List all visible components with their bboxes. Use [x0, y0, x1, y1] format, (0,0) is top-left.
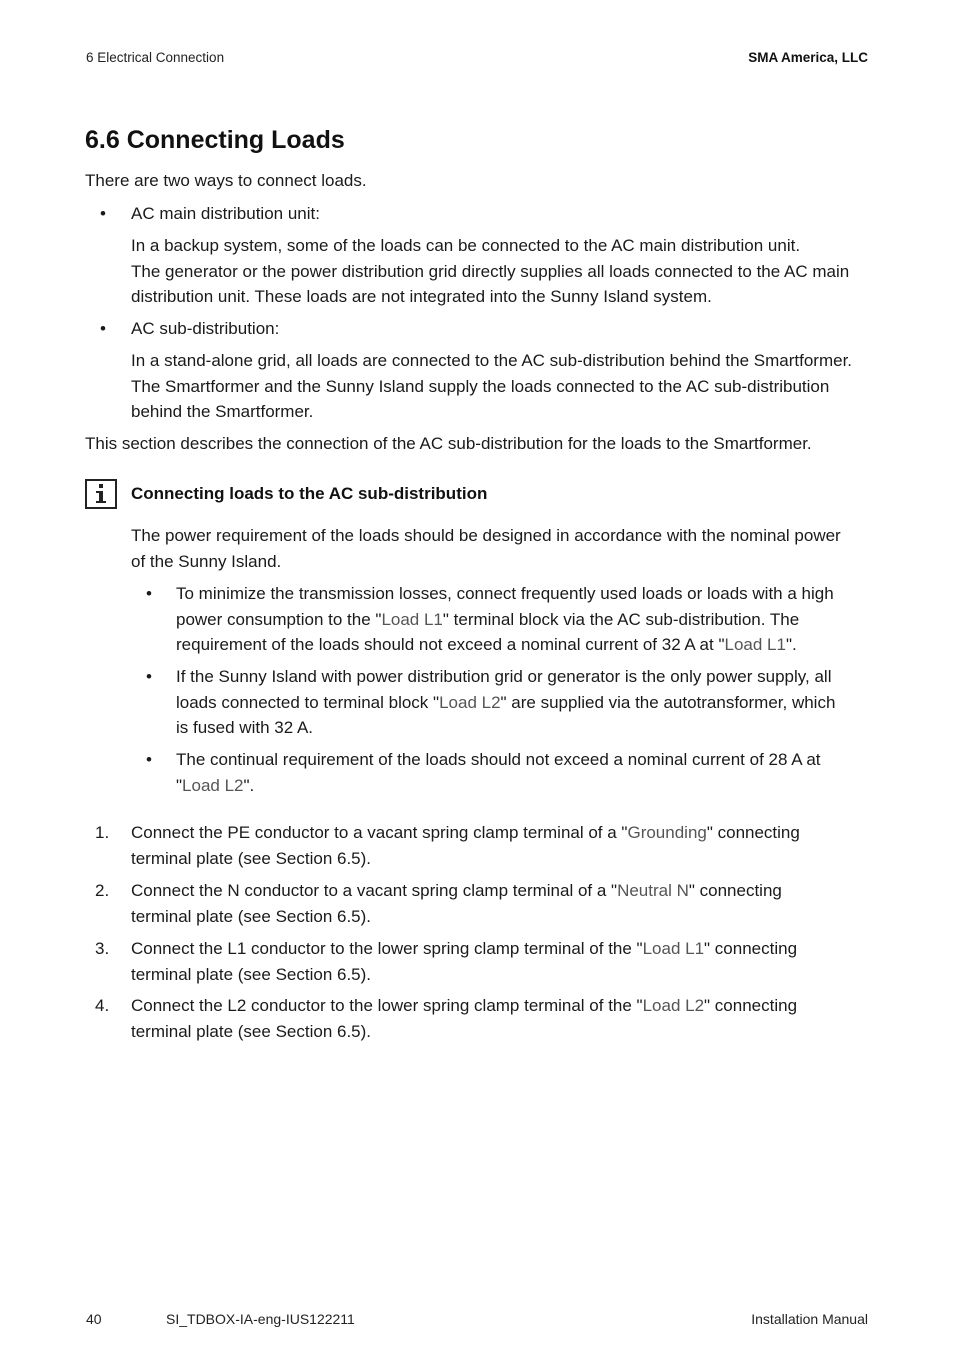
- step-2: [131, 878, 876, 929]
- text-line: terminal plate (see Section 6.5).: [131, 848, 372, 868]
- info-paragraph: [131, 523, 876, 574]
- text-line: Connect the PE conductor to a vacant spring clamp terminal of a "Grounding" connecting: [131, 823, 800, 842]
- text-line: behind the Smartformer.: [131, 402, 314, 421]
- terminal-label: Load L1: [381, 609, 443, 629]
- text-line: The continual requirement of the loads should not exceed a nominal current of 28 A at: [176, 750, 821, 769]
- info-icon-glyph: [93, 483, 109, 505]
- footer-doc-type: Installation Manual: [751, 1311, 868, 1327]
- terminal-label: Grounding: [627, 823, 707, 842]
- summary-text: This section describes the connection of the AC sub-distribution for the loads to the Smartformer.: [85, 434, 812, 453]
- text-line: Connect the L2 conductor to the lower spring clamp terminal of the "Load L2" connecting: [131, 996, 798, 1015]
- text-line: "Load L2".: [176, 775, 255, 795]
- text-line: Connect the L1 conductor to the lower spring clamp terminal of the "Load L1" connecting: [131, 939, 798, 958]
- step-number: 2.: [95, 881, 110, 900]
- terminal-label: Load L2: [439, 692, 501, 712]
- step-1: [131, 820, 876, 871]
- text-line: terminal plate (see Section 6.5).: [131, 1021, 372, 1041]
- option-label-sub: AC sub-distribution:: [131, 319, 280, 338]
- text-line: In a stand-alone grid, all loads are connected to the AC sub-distribution behind the Smartformer.: [131, 351, 853, 370]
- bullet-dot: •: [146, 667, 152, 686]
- terminal-label: Load L1: [724, 635, 786, 654]
- footer-page-number: 40: [86, 1311, 102, 1327]
- text-line: requirement of the loads should not exceed a nominal current of 32 A at "Load L1".: [176, 635, 797, 654]
- text-line: terminal plate (see Section 6.5).: [131, 964, 372, 984]
- section-title: 6.6 Connecting Loads: [85, 126, 345, 154]
- text-line: is fused with 32 A.: [176, 718, 314, 737]
- bullet-dot: •: [146, 584, 152, 603]
- footer-doc-id: SI_TDBOX-IA-eng-IUS122211: [166, 1311, 355, 1327]
- text-line: To minimize the transmission losses, connect frequently used loads or loads with a high: [176, 584, 834, 603]
- text-line: The Smartformer and the Sunny Island supply the loads connected to the AC sub-distribution: [131, 376, 830, 396]
- info-bullet-1: [176, 581, 876, 658]
- info-heading: Connecting loads to the AC sub-distribution: [131, 484, 488, 503]
- bullet-dot: •: [100, 319, 106, 338]
- terminal-label: Load L2: [642, 996, 705, 1015]
- info-bullet-2: [176, 664, 876, 741]
- header-company: SMA America, LLC: [748, 50, 868, 65]
- text-line: loads connected to terminal block "Load L2" are supplied via the autotransformer, which: [176, 692, 836, 712]
- bullet-dot: •: [146, 750, 152, 769]
- option-desc-sub: [131, 348, 876, 425]
- step-number: 4.: [95, 996, 110, 1015]
- option-desc-main: [131, 233, 876, 310]
- terminal-label: Neutral N: [617, 881, 689, 900]
- text-line: If the Sunny Island with power distribution grid or generator is the only power supply, all: [176, 667, 832, 686]
- intro-text: There are two ways to connect loads.: [85, 171, 367, 190]
- bullet-dot: •: [100, 204, 106, 223]
- text-line: The power requirement of the loads should be designed in accordance with the nominal power: [131, 526, 841, 545]
- text-line: terminal plate (see Section 6.5).: [131, 906, 372, 926]
- header-chapter: 6 Electrical Connection: [86, 50, 225, 65]
- text-line: The generator or the power distribution grid directly supplies all loads connected to the AC main: [131, 261, 850, 281]
- option-label-main: AC main distribution unit:: [131, 204, 320, 223]
- step-4: [131, 993, 876, 1044]
- step-number: 1.: [95, 823, 110, 842]
- step-number: 3.: [95, 939, 110, 958]
- terminal-label: Load L2: [182, 775, 244, 795]
- text-line: distribution unit. These loads are not integrated into the Sunny Island system.: [131, 287, 712, 306]
- terminal-label: Load L1: [642, 939, 705, 958]
- info-icon: [85, 479, 117, 509]
- text-line: power consumption to the "Load L1" terminal block via the AC sub-distribution. The: [176, 609, 800, 629]
- text-line: In a backup system, some of the loads can be connected to the AC main distribution unit.: [131, 236, 801, 255]
- info-bullet-3: [176, 747, 876, 798]
- text-line: Connect the N conductor to a vacant spring clamp terminal of a "Neutral N" connecting: [131, 881, 782, 900]
- text-line: of the Sunny Island.: [131, 551, 282, 571]
- step-3: [131, 936, 876, 987]
